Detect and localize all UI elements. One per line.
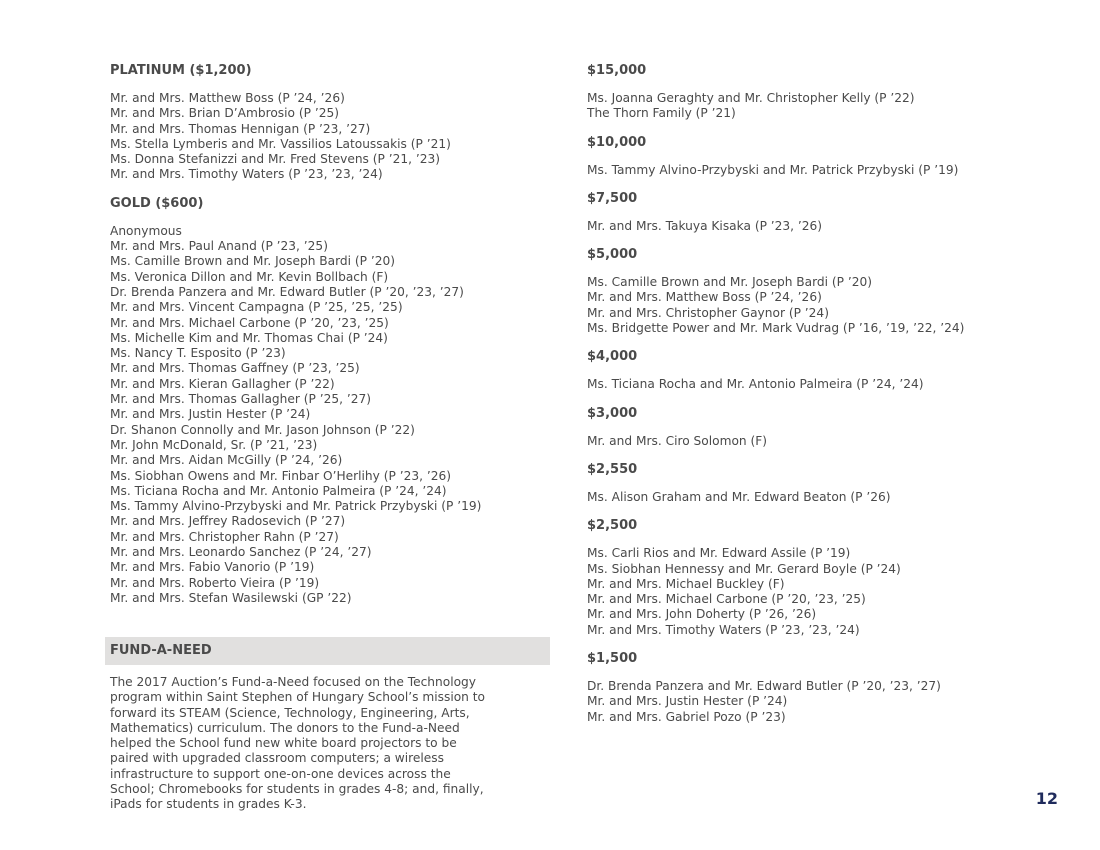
section-heading: PLATINUM ($1,200) xyxy=(110,63,252,78)
paragraph-line: infrastructure to support one-on-one devices across the xyxy=(110,766,451,781)
paragraph-line: paired with upgraded classroom computers; a wireless xyxy=(110,751,444,766)
section-heading: $2,500 xyxy=(587,518,638,534)
donor-section xyxy=(587,134,1027,178)
section-heading: $2,550 xyxy=(587,461,638,477)
donor-name: Ms. Siobhan Hennessy and Mr. Gerard Boyle (P ’24) xyxy=(587,561,901,576)
paragraph-line: School; Chromebooks for students in grades 4-8; and, finally, xyxy=(110,782,484,797)
donor-name: Ms. Stella Lymberis and Mr. Vassilios Latoussakis (P ’21) xyxy=(110,136,451,151)
donor-list xyxy=(587,219,1027,234)
donor-name: Mr. and Mrs. Justin Hester (P ’24) xyxy=(587,694,788,709)
section-heading: $3,000 xyxy=(587,405,638,421)
donor-name: Ms. Tammy Alvino-Przybyski and Mr. Patrick Przybyski (P ’19) xyxy=(110,499,482,514)
donor-name: Ms. Tammy Alvino-Przybyski and Mr. Patrick Przybyski (P ’19) xyxy=(587,162,959,177)
right-column xyxy=(587,62,1027,737)
paragraph-line: iPads for students in grades K-3. xyxy=(110,797,307,812)
donor-list xyxy=(587,679,1027,725)
donor-name: Ms. Donna Stefanizzi and Mr. Fred Stevens (P ’21, ’23) xyxy=(110,152,441,167)
donor-name: Ms. Carli Rios and Mr. Edward Assile (P ’19) xyxy=(587,546,851,561)
donor-name: Ms. Veronica Dillon and Mr. Kevin Bollbach (F) xyxy=(110,269,389,284)
donor-name: Ms. Joanna Geraghty and Mr. Christopher Kelly (P ’22) xyxy=(587,91,915,105)
donor-name: Mr. and Mrs. Thomas Gaffney (P ’23, ’25) xyxy=(110,361,360,376)
donor-name: Mr. John McDonald, Sr. (P ’21, ’23) xyxy=(110,437,318,452)
donor-name: Mr. and Mrs. Justin Hester (P ’24) xyxy=(110,407,311,422)
donor-list xyxy=(587,434,1027,449)
donor-list xyxy=(110,91,550,183)
page-number: 12 xyxy=(1035,789,1058,808)
section-heading: $15,000 xyxy=(587,63,647,78)
left-column xyxy=(110,62,550,618)
fund-a-need-paragraph xyxy=(110,675,500,813)
donor-name: Mr. and Mrs. Ciro Solomon (F) xyxy=(587,433,768,448)
donor-name: Ms. Nancy T. Esposito (P ’23) xyxy=(110,346,286,361)
donor-name: Ms. Siobhan Owens and Mr. Finbar O’Herlihy (P ’23, ’26) xyxy=(110,468,451,483)
donor-name: Mr. and Mrs. Michael Buckley (F) xyxy=(587,576,785,591)
fund-a-need-heading: FUND-A-NEED xyxy=(110,643,212,658)
section-heading: $1,500 xyxy=(587,651,638,667)
paragraph-line: helped the School fund new white board projectors to be xyxy=(110,736,457,751)
donor-list xyxy=(587,490,1027,505)
donor-section xyxy=(587,650,1027,725)
donor-section xyxy=(587,190,1027,234)
donor-name: Ms. Michelle Kim and Mr. Thomas Chai (P ’24) xyxy=(110,330,388,345)
paragraph-line: Mathematics) curriculum. The donors to the Fund-a-Need xyxy=(110,720,460,735)
donor-name: Ms. Alison Graham and Mr. Edward Beaton (P ’26) xyxy=(587,489,891,504)
donor-name: Mr. and Mrs. Jeffrey Radosevich (P ’27) xyxy=(110,514,346,529)
donor-name: Mr. and Mrs. Kieran Gallagher (P ’22) xyxy=(110,376,335,391)
paragraph-line: program within Saint Stephen of Hungary School’s mission to xyxy=(110,690,486,705)
donor-name: Mr. and Mrs. Paul Anand (P ’23, ’25) xyxy=(110,239,328,254)
donor-section xyxy=(110,195,550,606)
donor-section xyxy=(110,62,550,183)
donor-name: Mr. and Mrs. Vincent Campagna (P ’25, ’25, ’25) xyxy=(110,300,403,315)
donor-name: Mr. and Mrs. Brian D’Ambrosio (P ’25) xyxy=(110,106,339,121)
donor-name: Mr. and Mrs. John Doherty (P ’26, ’26) xyxy=(587,607,817,622)
donor-section xyxy=(587,62,1027,122)
donor-name: Ms. Camille Brown and Mr. Joseph Bardi (P ’20) xyxy=(110,254,396,269)
paragraph-line: The 2017 Auction’s Fund-a-Need focused on the Technology xyxy=(110,675,476,689)
section-heading: $10,000 xyxy=(587,134,647,150)
fund-a-need-band xyxy=(105,637,550,665)
donor-name: Mr. and Mrs. Timothy Waters (P ’23, ’23, ’24) xyxy=(110,167,383,182)
donor-section xyxy=(587,461,1027,505)
donor-name: Mr. and Mrs. Christopher Gaynor (P ’24) xyxy=(587,305,829,320)
donor-name: Mr. and Mrs. Michael Carbone (P ’20, ’23, ’25) xyxy=(587,592,866,607)
donor-name: The Thorn Family (P ’21) xyxy=(587,106,736,121)
donor-section xyxy=(587,517,1027,638)
section-heading: $5,000 xyxy=(587,247,638,263)
donor-list xyxy=(587,546,1027,638)
donor-name: Mr. and Mrs. Timothy Waters (P ’23, ’23, ’24) xyxy=(587,622,860,637)
donor-section xyxy=(587,405,1027,449)
donor-name: Dr. Brenda Panzera and Mr. Edward Butler (P ’20, ’23, ’27) xyxy=(587,679,941,694)
donor-name: Mr. and Mrs. Takuya Kisaka (P ’23, ’26) xyxy=(587,218,823,233)
donor-list xyxy=(587,377,1027,392)
donor-list xyxy=(587,91,1027,122)
donor-list xyxy=(110,224,550,606)
donor-name: Mr. and Mrs. Aidan McGilly (P ’24, ’26) xyxy=(110,453,343,468)
donor-name: Mr. and Mrs. Fabio Vanorio (P ’19) xyxy=(110,560,315,575)
donor-name: Dr. Shanon Connolly and Mr. Jason Johnson (P ’22) xyxy=(110,422,415,437)
donor-name: Mr. and Mrs. Thomas Hennigan (P ’23, ’27) xyxy=(110,121,371,136)
donor-section xyxy=(587,348,1027,392)
donor-name: Dr. Brenda Panzera and Mr. Edward Butler (P ’20, ’23, ’27) xyxy=(110,284,464,299)
donor-section xyxy=(587,246,1027,336)
paragraph-line: forward its STEAM (Science, Technology, Engineering, Arts, xyxy=(110,705,470,720)
donor-name: Mr. and Mrs. Matthew Boss (P ’24, ’26) xyxy=(110,91,345,105)
donor-name: Ms. Bridgette Power and Mr. Mark Vudrag (P ’16, ’19, ’22, ’24) xyxy=(587,321,965,336)
section-heading: $4,000 xyxy=(587,349,638,365)
donor-name: Ms. Ticiana Rocha and Mr. Antonio Palmeira (P ’24, ’24) xyxy=(110,483,447,498)
donor-list xyxy=(587,163,1027,178)
donor-list xyxy=(587,275,1027,336)
donor-name: Mr. and Mrs. Matthew Boss (P ’24, ’26) xyxy=(587,290,822,305)
donor-name: Mr. and Mrs. Christopher Rahn (P ’27) xyxy=(110,529,339,544)
donor-name: Mr. and Mrs. Roberto Vieira (P ’19) xyxy=(110,575,320,590)
donor-name: Ms. Camille Brown and Mr. Joseph Bardi (P ’20) xyxy=(587,275,873,290)
donor-name: Mr. and Mrs. Stefan Wasilewski (GP ’22) xyxy=(110,590,352,605)
donor-name: Mr. and Mrs. Thomas Gallagher (P ’25, ’27) xyxy=(110,392,372,407)
section-heading: GOLD ($600) xyxy=(110,195,204,211)
donor-name: Ms. Ticiana Rocha and Mr. Antonio Palmeira (P ’24, ’24) xyxy=(587,377,924,392)
donor-name: Mr. and Mrs. Michael Carbone (P ’20, ’23, ’25) xyxy=(110,315,389,330)
donor-name: Mr. and Mrs. Leonardo Sanchez (P ’24, ’27) xyxy=(110,545,372,560)
donor-name: Mr. and Mrs. Gabriel Pozo (P ’23) xyxy=(587,709,786,724)
section-heading: $7,500 xyxy=(587,190,638,206)
donor-name: Anonymous xyxy=(110,223,182,238)
